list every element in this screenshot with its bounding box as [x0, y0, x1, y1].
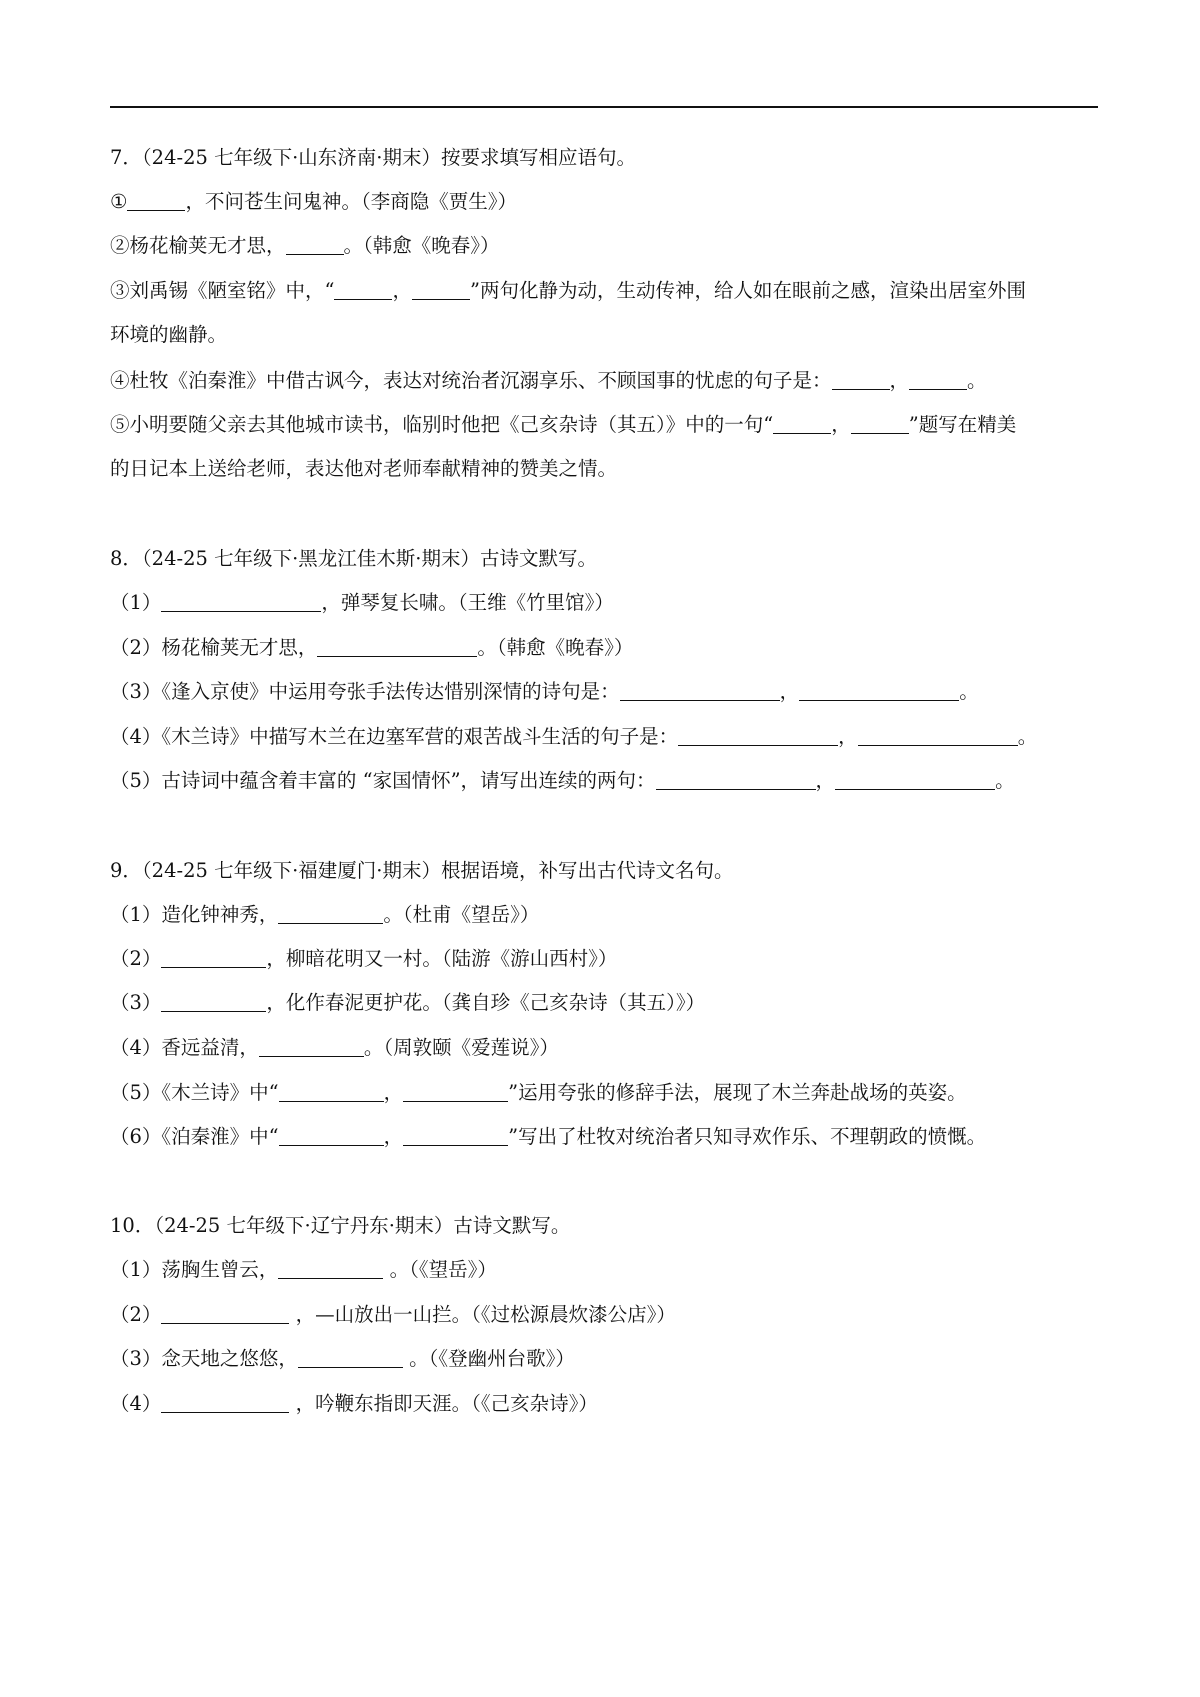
answer-blank[interactable]: [161, 592, 321, 612]
question-10-header: [110, 1211, 1100, 1241]
question-source: （24-25 七年级下·黑龙江佳木斯·期末）古诗文默写。: [141, 547, 597, 570]
question-number: 10．: [110, 1214, 155, 1237]
question-9-item-6: （6）《泊秦淮》中“ ， ”写出了杜牧对统治者只知寻欢作乐、不理朝政的愤慨。: [110, 1125, 987, 1148]
question-7-item-3: ③刘禹锡《陋室铭》中，“ ， ”两句化静为动，生动传神，给人如在眼前之感，渲染出居室外围: [110, 279, 1026, 302]
question-8-item-5: （5）古诗词中蕴含着丰富的 “家国情怀”，请写出连续的两句： ， 。: [110, 769, 1015, 792]
answer-blank[interactable]: [412, 280, 470, 300]
question-source: （24-25 七年级下·福建厦门·期末）根据语境，补写出古代诗文名句。: [141, 859, 734, 882]
answer-blank[interactable]: [403, 1082, 508, 1102]
question-10-item-3: （3）念天地之悠悠， 。（《登幽州台歌》）: [110, 1347, 575, 1370]
question-7-item-2: ②杨花榆荚无才思， 。（韩愈《晚春》）: [110, 234, 500, 257]
question-7-item-1: ① ，不问苍生问鬼神。（李商隐《贾生》）: [110, 190, 517, 213]
answer-blank[interactable]: [851, 414, 909, 434]
question-7-item-5: ⑤小明要随父亲去其他城市读书，临别时他把《己亥杂诗（其五）》中的一句“ ， ”题写在精美: [110, 413, 1017, 436]
answer-blank[interactable]: [161, 1393, 289, 1413]
question-9-item-4: （4）香远益清， 。（周敦颐《爱莲说》）: [110, 1036, 559, 1059]
answer-blank[interactable]: [656, 770, 816, 790]
answer-blank[interactable]: [286, 235, 344, 255]
question-9-item-3: （3） ，化作春泥更护花。（龚自珍《己亥杂诗（其五）》）: [110, 991, 706, 1014]
answer-blank[interactable]: [773, 414, 831, 434]
answer-blank[interactable]: [334, 280, 392, 300]
answer-blank[interactable]: [678, 726, 838, 746]
question-10-item-2: （2） ，—山放出一山拦。（《过松源晨炊漆公店》）: [110, 1303, 676, 1326]
answer-blank[interactable]: [279, 1126, 384, 1146]
answer-blank[interactable]: [127, 191, 185, 211]
answer-blank[interactable]: [799, 681, 959, 701]
question-9-item-5: （5）《木兰诗》中“ ， ”运用夸张的修辞手法，展现了木兰奔赴战场的英姿。: [110, 1081, 967, 1104]
answer-blank[interactable]: [832, 370, 890, 390]
answer-blank[interactable]: [161, 992, 266, 1012]
answer-blank[interactable]: [278, 1259, 383, 1279]
answer-blank[interactable]: [317, 637, 477, 657]
answer-blank[interactable]: [835, 770, 995, 790]
answer-blank[interactable]: [259, 1037, 364, 1057]
answer-blank[interactable]: [620, 681, 780, 701]
question-number: 7．: [110, 146, 142, 169]
question-number: 8．: [110, 547, 142, 570]
question-source: （24-25 七年级下·山东济南·期末）按要求填写相应语句。: [141, 146, 636, 169]
answer-blank[interactable]: [161, 948, 266, 968]
question-number: 9．: [110, 859, 142, 882]
answer-blank[interactable]: [403, 1126, 508, 1146]
question-7-header: [110, 143, 1100, 173]
answer-blank[interactable]: [161, 1304, 289, 1324]
question-8-header: [110, 544, 1100, 574]
question-9-header: [110, 856, 1100, 886]
question-10-item-1: （1）荡胸生曾云， 。（《望岳》）: [110, 1258, 497, 1281]
question-8-item-2: （2）杨花榆荚无才思， 。（韩愈《晚春》）: [110, 636, 634, 659]
question-8-item-3: （3）《逢入京使》中运用夸张手法传达惜别深情的诗句是： ， 。: [110, 680, 979, 703]
question-8-item-4: （4）《木兰诗》中描写木兰在边塞军营的艰苦战斗生活的句子是： ， 。: [110, 725, 1038, 748]
question-7-item-5-continued: 的日记本上送给老师，表达他对老师奉献精神的赞美之情。: [110, 457, 618, 480]
question-source: （24-25 七年级下·辽宁丹东·期末）古诗文默写。: [154, 1214, 571, 1237]
answer-blank[interactable]: [909, 370, 967, 390]
question-7-item-4: ④杜牧《泊秦淮》中借古讽今，表达对统治者沉溺享乐、不顾国事的忧虑的句子是： ， 。: [110, 369, 987, 392]
answer-blank[interactable]: [858, 726, 1018, 746]
answer-blank[interactable]: [298, 1348, 403, 1368]
header-rule: [110, 106, 1098, 108]
question-7-item-3-continued: 环境的幽静。: [110, 323, 228, 346]
question-9-item-1: （1）造化钟神秀， 。（杜甫《望岳》）: [110, 903, 540, 926]
question-10-item-4: （4） ，吟鞭东指即天涯。（《己亥杂诗》）: [110, 1392, 598, 1415]
question-9-item-2: （2） ，柳暗花明又一村。（陆游《游山西村》）: [110, 947, 618, 970]
question-8-item-1: （1） ，弹琴复长啸。（王维《竹里馆》）: [110, 591, 614, 614]
answer-blank[interactable]: [279, 1082, 384, 1102]
answer-blank[interactable]: [278, 904, 383, 924]
